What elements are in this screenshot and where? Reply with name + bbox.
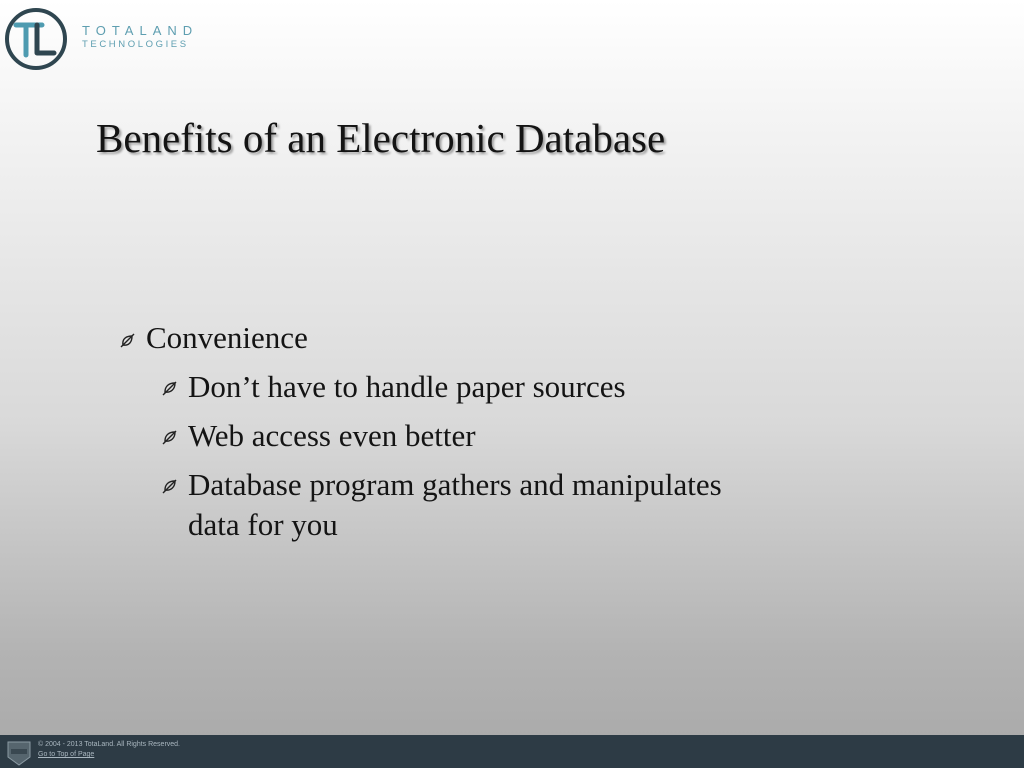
bullet-text: Convenience [146, 320, 308, 355]
bullet-item-convenience [118, 319, 758, 357]
footer-copyright: © 2004 - 2013 TotaLand. All Rights Reserved. [38, 741, 181, 748]
certified-badge-icon [4, 739, 34, 767]
sub-bullet-text: Database program gathers and manipulates data for you [188, 467, 722, 542]
brand-wordmark [82, 24, 198, 50]
brand-name: TOTALAND [82, 23, 199, 38]
leaf-sub-bullet-icon [160, 367, 188, 405]
sub-bullet-text: Don’t have to handle paper sources [188, 369, 626, 404]
leaf-sub-bullet-icon [160, 416, 188, 454]
sub-bullet-item [160, 367, 758, 407]
slide-title: Benefits of an Electronic Database [96, 115, 666, 161]
leaf-bullet-icon [118, 319, 146, 357]
sub-bullet-text: Web access even better [188, 418, 476, 453]
totaland-logo-icon [4, 7, 68, 71]
sub-bullet-list [118, 367, 758, 545]
footer-bar [0, 735, 1024, 768]
leaf-sub-bullet-icon [160, 465, 188, 503]
brand-subtitle: TECHNOLOGIES [82, 39, 189, 50]
go-to-top-link[interactable]: Go to Top of Page [38, 751, 95, 758]
header [0, 0, 1024, 80]
bullet-list [118, 319, 758, 545]
sub-bullet-item [160, 465, 758, 545]
sub-bullet-item [160, 416, 758, 456]
